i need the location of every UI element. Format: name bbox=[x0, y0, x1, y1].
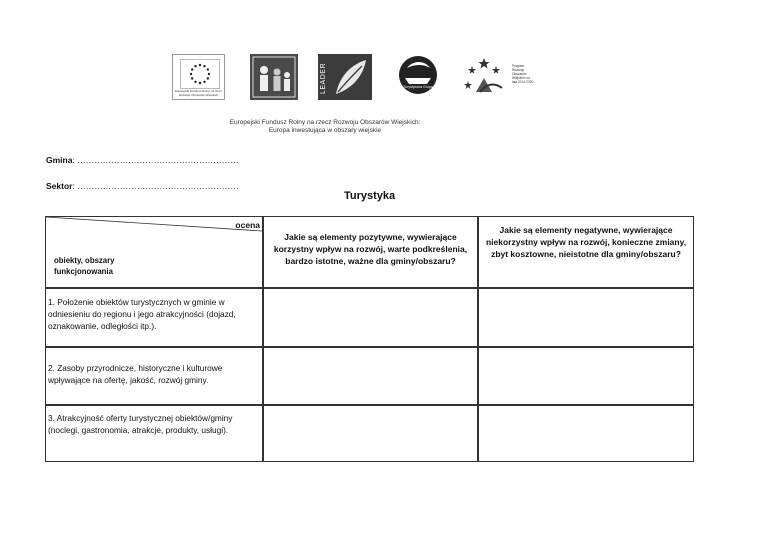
people-icon bbox=[250, 54, 298, 100]
caption-line-1: Europejski Fundusz Rolny na rzecz Rozwoju Obszarów Wiejskich: bbox=[229, 119, 421, 126]
lgd-text: LGD bbox=[413, 73, 426, 79]
row-2-positive-cell[interactable] bbox=[263, 347, 478, 405]
positive-header-text: Jakie są elementy pozytywne, wywierające korzystny wpływ na rozwój, warte podkreślenia, bardzo istotne, ważne dla gminy/obszaru? bbox=[273, 232, 468, 266]
gmina-label: Gmina bbox=[46, 155, 73, 165]
row-3-positive-cell[interactable] bbox=[263, 405, 478, 462]
negative-header-text: Jakie są elementy negatywne, wywierające niekorzystny wpływ na rozwój, konieczne zmiany, zbyt kosztowne, nieistotne dla gminy/obszaru? bbox=[485, 225, 687, 259]
sektor-value[interactable]: : ………………………………………………… bbox=[72, 181, 239, 191]
gmina-value[interactable]: : ………………………………………………… bbox=[72, 155, 239, 165]
corner-header-cell bbox=[45, 216, 263, 288]
row-2-text: 2. Zasoby przyrodnicze, historyczne i kulturowe wpływające na ofertę, jakość, rozwój gminy. bbox=[48, 363, 223, 386]
lgd-subtext: Turystyczna Grupa bbox=[403, 85, 433, 89]
negative-header-cell bbox=[478, 216, 694, 288]
caption-line-2: Europa inwestująca w obszary wiejskie bbox=[268, 127, 382, 134]
leader-logo bbox=[318, 54, 372, 100]
corner-bottom-line-2: funkcjonowania bbox=[54, 267, 113, 276]
table-row-3-label-cell bbox=[45, 405, 263, 462]
page-title: Turystyka bbox=[344, 190, 396, 202]
eu-stars-icon bbox=[180, 59, 220, 89]
row-1-text: 1. Położenie obiektów turystycznych w gminie w odniesieniu do regionu i jego atrakcyjności (dojazd, oznakowanie, odległości itp.). bbox=[48, 297, 236, 332]
corner-top-label: ocena bbox=[235, 220, 260, 230]
row-2-negative-cell[interactable] bbox=[478, 347, 694, 405]
row-3-text: 3. Atrakcyjność oferty turystycznej obiektów/gminy (noclegi, gastronomia, atrakcje, produkty, usługi). bbox=[48, 413, 233, 436]
row-1-positive-cell[interactable] bbox=[263, 288, 478, 347]
eu-logo-caption: Europejski Fundusz Rolny na rzecz Rozwoju Obszarów Wiejskich bbox=[174, 89, 223, 97]
sektor-label: Sektor bbox=[46, 181, 73, 191]
sektor-field[interactable] bbox=[46, 181, 239, 191]
leader-text: LEADER bbox=[320, 62, 327, 94]
diagonal-divider bbox=[46, 217, 264, 289]
table-row-2-label-cell bbox=[45, 347, 263, 405]
positive-header-cell bbox=[263, 216, 478, 288]
rural-people-logo bbox=[250, 54, 298, 100]
row-3-negative-cell[interactable] bbox=[478, 405, 694, 462]
lgd-logo bbox=[397, 54, 439, 100]
row-1-negative-cell[interactable] bbox=[478, 288, 694, 347]
table-row-1-label-cell bbox=[45, 288, 263, 347]
eu-flag-logo bbox=[172, 54, 225, 100]
prow-star-icon bbox=[462, 54, 510, 100]
corner-bottom-line-1: obiekty, obszary bbox=[54, 256, 115, 265]
corner-bottom-label bbox=[54, 255, 115, 277]
prow-text: Program Rozwoju Obszarów Wiejskich na lata 2014-2020 bbox=[512, 64, 534, 84]
funding-caption bbox=[220, 119, 430, 135]
prow-logo bbox=[462, 54, 532, 100]
assessment-table bbox=[46, 217, 694, 462]
gmina-field[interactable] bbox=[46, 155, 239, 165]
